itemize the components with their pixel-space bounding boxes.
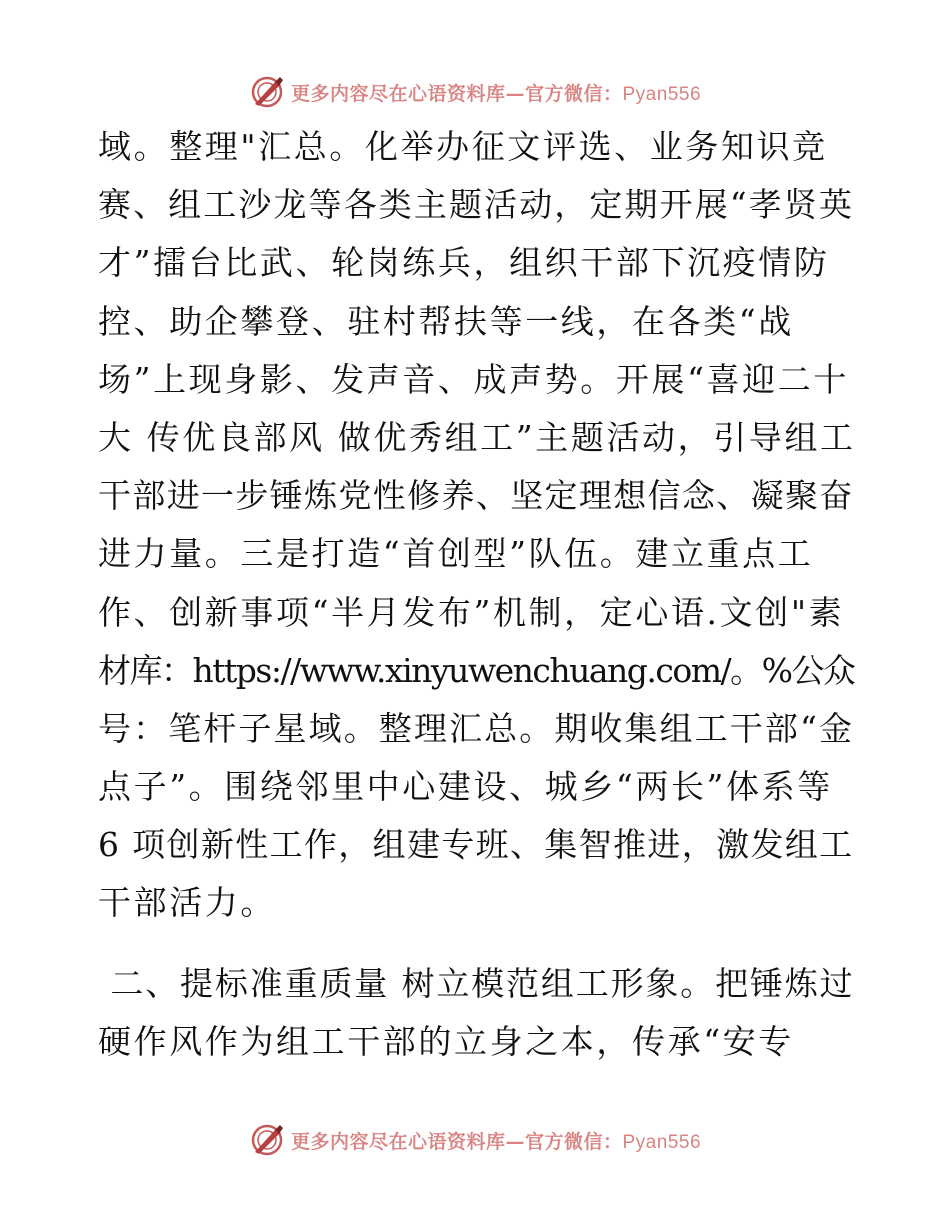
banner-wechat-label: 官方微信：	[524, 82, 623, 105]
text-line: 进力量。三是打造“首创型”队伍。建立重点工	[98, 534, 814, 574]
text-line: 域。整理"汇总。化举办征文评选、业务知识竞	[98, 127, 828, 166]
banner-wechat-id: Pyan556	[622, 1131, 702, 1153]
pen-circle-logo-icon	[249, 1122, 285, 1158]
banner-separator: —	[505, 1130, 525, 1153]
paragraph-2	[98, 955, 858, 1071]
text-line: 干部进一步锤炼党性修养、坚定理想信念、凝聚奋	[98, 476, 854, 516]
text-line: 赛、组工沙龙等各类主题活动，定期开展“孝贤英	[98, 185, 855, 225]
header-banner	[0, 72, 950, 112]
text-line: 号：笔杆子星域。整理汇总。期收集组工干部“金	[98, 708, 855, 748]
paragraph-gap	[98, 933, 858, 955]
pen-circle-logo-icon	[249, 74, 285, 110]
document-body	[98, 118, 858, 1071]
banner-wechat-label: 官方微信：	[524, 1130, 623, 1153]
paragraph-1	[98, 118, 858, 933]
banner-title: 更多内容尽在心语资料库	[290, 82, 506, 105]
text-line: 控、助企攀登、驻村帮扶等一线，在各类“战	[98, 301, 794, 341]
banner-text	[291, 1127, 701, 1154]
text-line: 二、提标准重质量 树立模范组工形象。把锤炼过	[98, 963, 855, 1003]
text-line: 大 传优良部风 做优秀组工”主题活动，引导组工	[98, 417, 856, 457]
text-line-url: 材库：https://www.xinyuwenchuang.com/。%公众	[98, 650, 855, 690]
banner-separator: —	[505, 82, 525, 105]
text-line: 6 项创新性工作，组建专班、集智推进，激发组工	[98, 825, 854, 865]
text-line: 场”上现身影、发声音、成声势。开展“喜迎二十	[98, 359, 849, 399]
banner-title: 更多内容尽在心语资料库	[290, 1130, 506, 1153]
banner-wechat-id: Pyan556	[622, 83, 702, 105]
banner-text	[291, 79, 701, 106]
footer-banner	[0, 1120, 950, 1160]
text-line: 干部活力。	[98, 883, 276, 923]
text-line: 作、创新事项“半月发布”机制，定心语.文创"素	[98, 592, 845, 632]
text-line: 才”擂台比武、轮岗练兵，组织干部下沉疫情防	[98, 243, 830, 283]
text-line: 点子”。围绕邻里中心建设、城乡“两长”体系等	[98, 767, 833, 807]
text-line: 硬作风作为组工干部的立身之本，传承“安专	[98, 1021, 794, 1061]
